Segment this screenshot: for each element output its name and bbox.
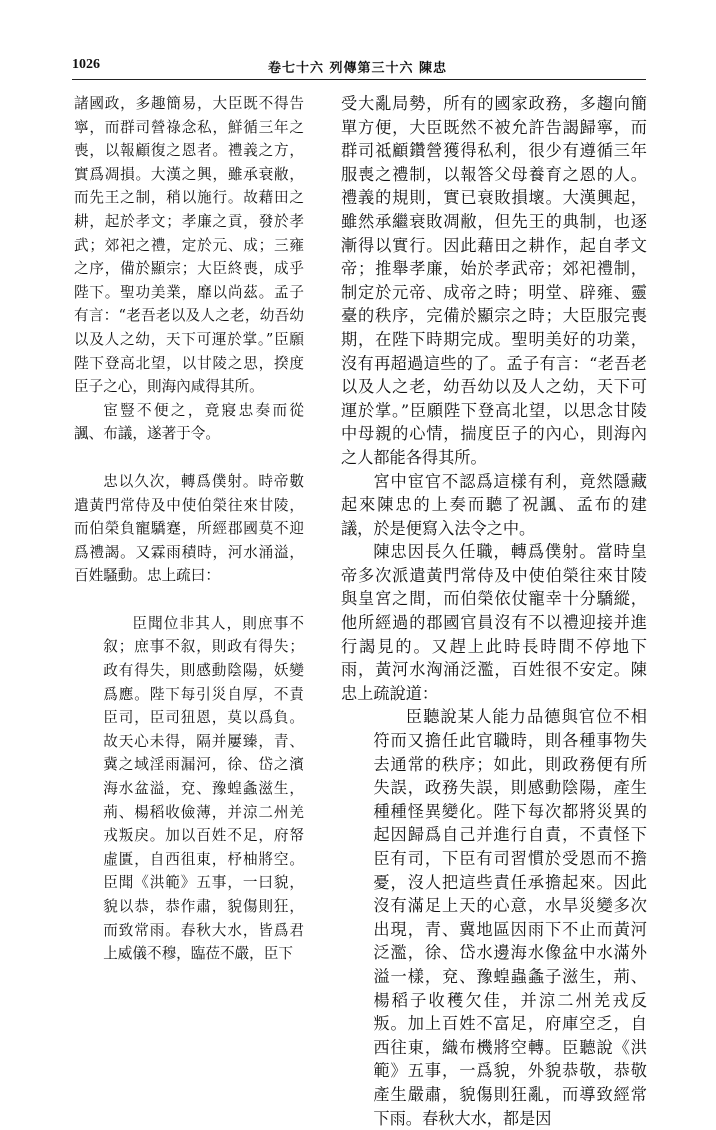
page-header: [72, 55, 646, 79]
left-paragraph-1: 諸國政，多趣簡易，大臣既不得告寧，而群司營祿念私，鮮循三年之喪，以報顧復之恩者。禮義之方，實爲凋損。大漢之興，雖承衰敝，而先王之制，稍以施行。故藉田之耕，起於孝文；孝廉之貢，發於孝武；郊祀之禮，定於元、成；三雍之序，備於顯宗；大臣終喪，成乎陛下。聖功美業，靡以尚茲。孟子有言：“老吾老以及人之老，幼吾幼以及人之幼，天下可運於掌。”臣願陛下登高北望，以甘陵之思，揆度臣子之心，則海內咸得其所。: [74, 95, 304, 396]
right-paragraph-3: 陳忠因長久任職，轉爲僕射。當時皇帝多次派遣黃門常侍及中使伯榮往來甘陵與皇宮之間，而伯榮依仗寵幸十分驕縱，他所經過的郡國官員沒有不以禮迎接并進行謁見的。又趕上此時長時間不停地下雨，黃河水洶涌泛濫，百姓很不安定。陳忠上疏說道：: [341, 542, 647, 703]
left-paragraph-2: 宦豎不便之，竟寢忠奏而從諷、布議，遂著于令。: [74, 401, 304, 443]
page-number: 1026: [72, 57, 100, 72]
left-paragraph-4-memorial: 臣聞位非其人，則庶事不叙；庶事不叙，則政有得失；政有得失，則感動陰陽，妖變爲應。陛下每引災自厚，不責臣司，臣司狃恩，莫以爲負。故天心未得，隔并屢臻，青、冀之域淫雨漏河，徐、岱之濱海水盆溢，兗、豫蝗螽滋生，荊、楊稻收儉薄，并涼二州羌戎叛戾。加以百姓不足，府帑虛匱，自西徂東，杼柚將空。臣聞《洪範》五事，一曰貌，貌以恭，恭作肅，貌傷則狂，而致常雨。春秋大水，皆爲君上威儀不穆，臨莅不嚴，臣下: [103, 614, 304, 963]
right-paragraph-4-memorial: 臣聽說某人能力品德與官位不相符而又擔任此官職時，則各種事物失去通常的秩序；如此，則政務便有所失誤，政務失誤，則感動陰陽，產生種種怪異變化。陛下每次都將災異的起因歸爲自己并進行自責，不責怪下臣有司，下臣有司習慣於受恩而不擔憂，沒人把這些責任承擔起來。因此沒有滿足上天的心意，水旱災變多次出現，青、冀地區因雨下不止而黃河泛濫，徐、岱水邊海水像盆中水滿外溢一樣，兗、豫蝗蟲螽子滋生，荊、楊稻子收穫欠佳，并涼二州羌戎反叛。加上百姓不富足，府庫空乏，自西往東，織布機將空轉。臣聽說《洪範》五事，一爲貌，外貌恭敬，恭敬產生嚴肅，貌傷則狂亂，而導致經常下雨。春秋大水，都是因: [373, 707, 647, 1128]
right-paragraph-2: 宮中宦官不認爲這樣有利，竟然隱藏起來陳忠的上奏而聽了祝諷、孟布的建議，於是便寫入法令之中。: [341, 471, 647, 538]
left-column-classical-text: [74, 92, 304, 966]
running-head: 卷七十六 列傳第三十六 陳忠: [268, 61, 448, 76]
right-paragraph-1: 受大亂局勢，所有的國家政務，多趨向簡單方便，大臣既然不被允許告謁歸寧，而群司祗顧鑽營獲得私利，很少有遵循三年服喪之禮制，以報答父母養育之恩的人。禮義的規則，實已衰敗損壞。大漢興起，雖然承繼衰敗凋敝，但先王的典制，也逐漸得以實行。因此藉田之耕作，起自孝文帝；推舉孝廉，始於孝武帝；郊祀禮制，制定於元帝、成帝之時；明堂、辟雍、靈臺的秩序，完備於顯宗之時；大臣服完喪期，在陛下時期完成。聖明美好的功業，沒有再超過這些的了。孟子有言：“老吾老以及人之老，幼吾幼以及人之幼，天下可運於掌。”臣願陛下登高北望，以思念甘陵中母親的心情，揣度臣子的內心，則海內之人都能各得其所。: [341, 94, 647, 467]
right-column-modern-translation: [341, 92, 647, 1130]
left-paragraph-3: 忠以久次，轉爲僕射。時帝數遣黃門常侍及中使伯榮往來甘陵，而伯榮負寵驕蹇，所經郡國莫不迎爲禮謁。又霖雨積時，河水涌溢，百姓騷動。忠上疏曰：: [74, 472, 304, 585]
header-rule: [72, 79, 646, 80]
